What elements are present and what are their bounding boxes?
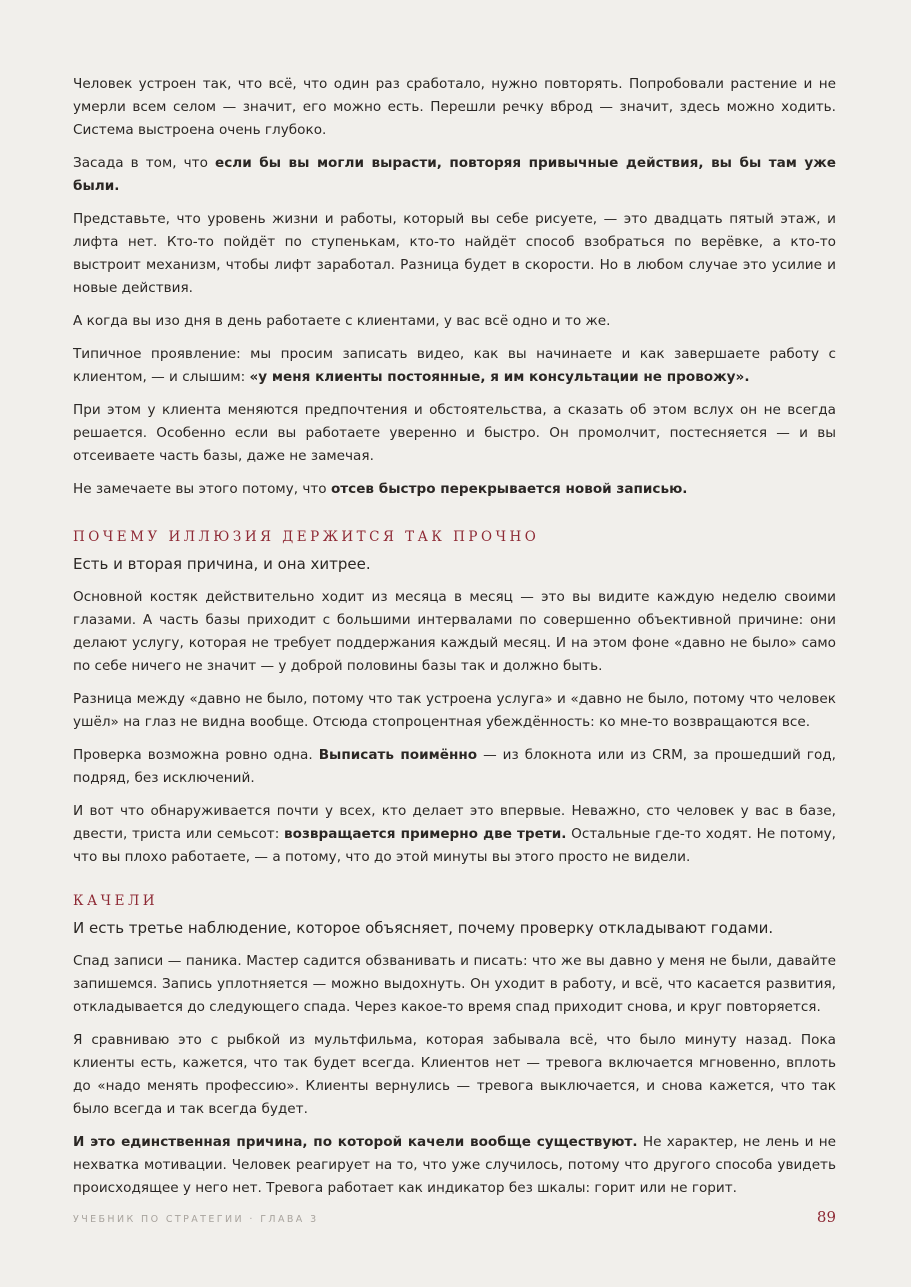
running-head: УЧЕБНИК ПО СТРАТЕГИИ · ГЛАВА 3 <box>73 1214 319 1225</box>
paragraph <box>73 399 836 468</box>
emphasis-text: отсев быстро перекрывается новой записью. <box>330 481 688 497</box>
emphasis-text: если бы вы могли вырасти, повторяя привычные действия, вы бы там уже были. <box>73 155 837 194</box>
text-run: При этом у клиента меняются предпочтения и обстоятельства, а сказать об этом вслух он не всегда решается. Особенно если вы работаете уверенно и быстро. Он промолчит, постесняется — и вы отсеиваете часть базы, даже не замечая. <box>73 402 836 464</box>
paragraph <box>73 343 836 389</box>
text-run: Проверка возможна ровно одна. <box>73 747 319 763</box>
paragraph <box>73 208 836 300</box>
section-lead: Есть и вторая причина, и она хитрее. <box>73 555 371 573</box>
paragraph <box>73 478 836 501</box>
text-run: И вот что обнаруживается почти у всех, кто делает это впервые. Неважно, сто человек у вас в базе, двести, триста или семьсот: <box>73 803 836 842</box>
text-run: Типичное проявление: мы просим записать видео, как вы начинаете и как завершаете работу с клиентом, — и слышим: <box>73 346 836 385</box>
text-run: Я сравниваю это с рыбкой из мультфильма, которая забывала всё, что было минуту назад. Пока клиенты есть, кажется, что так будет всегда. Клиентов нет — тревога включается мгновенно, вплоть до «надо менять профессию». Клиенты вернулись — тревога выключается, и снова кажется, что так было всегда и так всегда будет. <box>73 1032 836 1117</box>
emphasis-text: «у меня клиенты постоянные, я им консультации не провожу». <box>249 369 750 385</box>
text-run: Разница между «давно не было, потому что так устроена услуга» и «давно не было, потому что человек ушёл» на глаз не видна вообще. Отсюда стопроцентная убеждённость: ко мне-то возвращаются все. <box>73 691 836 730</box>
emphasis-text: И это единственная причина, по которой качели вообще существуют. <box>73 1134 638 1150</box>
paragraph <box>73 152 836 198</box>
section-illusion <box>73 529 836 869</box>
emphasis-text: Выписать поимённо <box>318 747 478 763</box>
emphasis-text: возвращается примерно две трети. <box>284 826 567 842</box>
text-run: Спад записи — паника. Мастер садится обзванивать и писать: что же вы давно у меня не были, давайте запишемся. Запись уплотняется — можно выдохнуть. Он уходит в работу, и всё, что касается развития, откладывается до следующего спада. Через какое-то время спад приходит снова, и круг повторяется. <box>73 953 836 1015</box>
paragraph <box>73 744 836 790</box>
paragraph <box>73 950 836 1019</box>
text-run: Остальные где-то ходят. Не потому, что вы плохо работаете, — а потому, что до этой минуты вы этого просто не видели. <box>73 826 836 865</box>
section-heading: ПОЧЕМУ ИЛЛЮЗИЯ ДЕРЖИТСЯ ТАК ПРОЧНО <box>73 529 540 545</box>
paragraph <box>73 73 836 142</box>
paragraph <box>73 1029 836 1121</box>
paragraph <box>73 1131 836 1200</box>
section-heading: КАЧЕЛИ <box>73 893 158 909</box>
text-run: Человек устроен так, что всё, что один раз сработало, нужно повторять. Попробовали растение и не умерли всем селом — значит, его можно есть. Перешли речку вброд — значит, здесь можно ходить. Система выстроена очень глубоко. <box>73 76 836 138</box>
text-run: Не замечаете вы этого потому, что <box>73 481 331 497</box>
page-number: 89 <box>816 1208 836 1226</box>
text-run: Засада в том, что <box>73 155 216 171</box>
section-swings <box>73 893 836 1200</box>
section-lead: И есть третье наблюдение, которое объясняет, почему проверку откладывают годами. <box>73 919 774 937</box>
paragraph <box>73 310 836 333</box>
paragraph <box>73 688 836 734</box>
text-run: Не характер, не лень и не нехватка мотивации. Человек реагирует на то, что уже случилось, потому что другого способа увидеть происходящее у него нет. Тревога работает как индикатор без шкалы: горит или не горит. <box>73 1134 837 1196</box>
text-run: — из блокнота или из CRM, за прошедший год, подряд, без исключений. <box>73 747 836 786</box>
body-text-intro <box>73 73 836 501</box>
paragraph <box>73 586 836 678</box>
text-run: Основной костяк действительно ходит из месяца в месяц — это вы видите каждую неделю своими глазами. А часть базы приходит с большими интервалами по совершенно объективной причине: они делают услугу, которая не требует поддержания каждый месяц. И на этом фоне «давно не было» само по себе ничего не значит — у доброй половины базы так и должно быть. <box>73 589 836 674</box>
paragraph <box>73 800 836 869</box>
page-footer <box>73 1208 836 1226</box>
text-run: Представьте, что уровень жизни и работы, который вы себе рисуете, — это двадцать пятый этаж, и лифта нет. Кто-то пойдёт по ступенькам, кто-то найдёт способ взобраться по верёвке, а кто-то выстроит механизм, чтобы лифт заработал. Разница будет в скорости. Но в любом случае это усилие и новые действия. <box>73 211 836 296</box>
text-run: А когда вы изо дня в день работаете с клиентами, у вас всё одно и то же. <box>73 313 611 329</box>
